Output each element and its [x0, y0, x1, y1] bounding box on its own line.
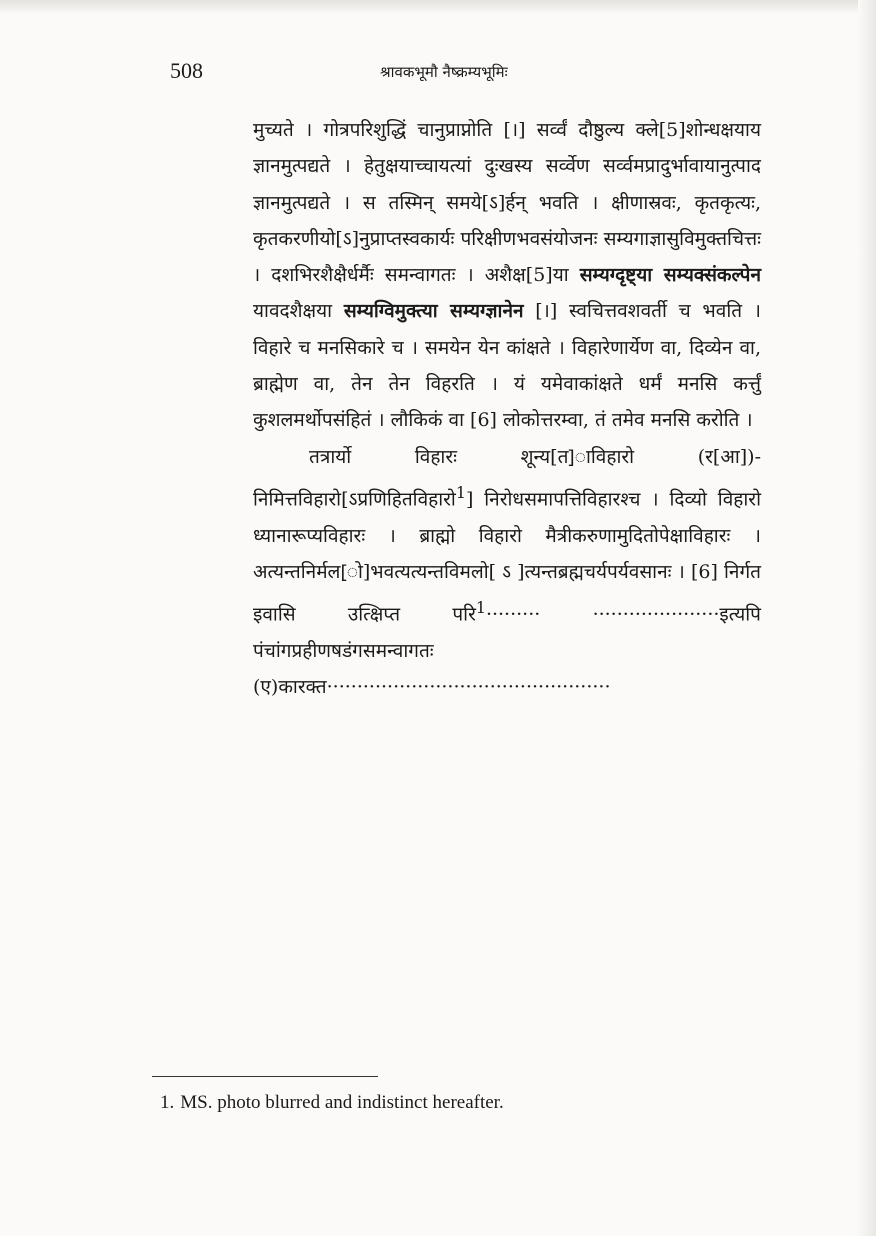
footnote-ref-2: 1 — [475, 598, 486, 618]
body-text — [253, 112, 761, 705]
paragraph-1-bold-a: सम्यग्दृष्ट्या सम्यक्संकल्पेन — [579, 264, 761, 287]
paragraph-2-text-a: तत्रार्यो विहारः शून्य[त]ाविहारो (र[आ])-निमित्तविहारो[ऽप्रणिहितविहारो — [253, 445, 761, 511]
paragraph-2-text-b: ] निरोधसमापत्तिविहारश्च । दिव्यो विहारो ध्यानारूप्यविहारः । ब्राह्मो विहारो मैत्रीकरुणामुदितोपेक्षाविहारः । अत्यन्तनिर्मल[ो]भवत्यत्यन्तविमलो[ ऽ ]त्यन्तब्रह्मचर्यपर्यवसानः । [6] निर्गत इवासि उत्क्षिप्त परि — [253, 488, 761, 626]
footnote-text: MS. photo blurred and indistinct hereafter. — [180, 1092, 504, 1113]
footnote — [160, 1092, 504, 1114]
lacuna-dots-3: ··············································· — [326, 676, 611, 699]
footnote-ref-1: 1 — [455, 482, 466, 502]
footnote-number: 1. — [160, 1092, 175, 1113]
page-right-edge — [858, 0, 876, 1236]
paragraph-1-text-c: [।] स्वचित्तवशवर्ती च भवति । विहारे च मनसिकारे च । समयेन येन कांक्षते । विहारेणार्येण वा, दिव्येन वा, ब्राह्मेण वा, तेन तेन विहरति । यं यमेवाकांक्षते धर्मं मनसि कर्त्तुं कुशलमर्थोपसंहितं । लौकिकं वा [6] लोकोत्तरम्वा, तं तमेव मनसि करोति । — [253, 300, 761, 432]
footnote-rule — [152, 1076, 378, 1077]
paragraph-1-text-b: यावदशैक्षया — [253, 300, 344, 323]
page-number: 508 — [170, 58, 203, 83]
paragraph-2 — [253, 439, 761, 706]
lacuna-dots-2: ····················· — [592, 603, 720, 626]
paragraph-1-text-a: मुच्यते । गोत्रपरिशुद्धिं चानुप्राप्नोति [।] सर्व्वं दौष्ठुल्य क्ले[5]शोन्धक्षयाय ज्ञानमुत्पद्यते । हेतुक्षयाच्चायत्यां दुःखस्य सर्व्वेण सर्व्वमप्रादुर्भावायानुत्पाद ज्ञानमुत्पद्यते । स तस्मिन् समये[ऽ]र्हन् भवति । क्षीणास्रवः, कृतकृत्यः, कृतकरणीयो[ऽ]नुप्राप्तस्वकार्यः परिक्षीणभवसंयोजनः सम्यगाज्ञासुविमुक्तचित्तः । दशभिरशैक्षैर्धर्मैः समन्वागतः । अशैक्ष[5]या — [253, 119, 761, 287]
paragraph-2-text-c: इत्यपि पंचांगप्रहीणषडंगसमन्वागतः (ए)कारक्त — [253, 603, 761, 699]
page-top-edge — [0, 0, 876, 14]
paragraph-1-bold-b: सम्यग्विमुक्त्या सम्यग्ज्ञानेन — [343, 300, 524, 323]
lacuna-dots-1: ········· — [485, 603, 541, 626]
running-head: श्रावकभूमौ नैष्क्रम्यभूमिः — [380, 63, 508, 81]
paragraph-1 — [253, 112, 761, 439]
